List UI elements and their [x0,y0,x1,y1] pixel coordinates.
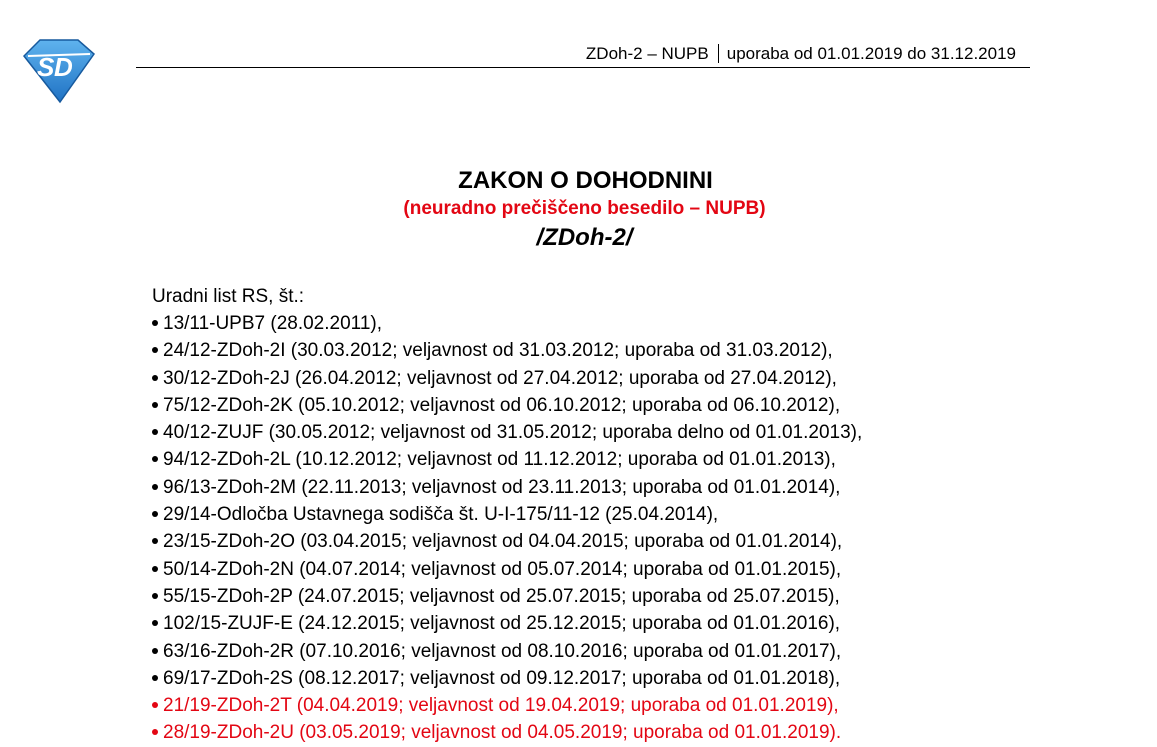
svg-text:D: D [54,52,73,82]
gazette-entry-text: 13/11-UPB7 (28.02.2011), [163,313,382,334]
gazette-entry-text: 55/15-ZDoh-2P (24.07.2015; veljavnost od 25.07.2015; uporaba od 25.07.2015), [163,585,840,607]
gazette-entry-text: 96/13-ZDoh-2M (22.11.2013; veljavnost od 23.11.2013; uporaba od 01.01.2014), [163,476,841,498]
bullet-icon [152,347,158,353]
gazette-entry [152,692,862,719]
gazette-entry [152,419,862,446]
header-doc-code: ZDoh-2 – NUPB [585,44,709,63]
bullet-icon [152,484,158,490]
bullet-icon [152,429,158,435]
document-abbreviation: /ZDoh-2/ [536,224,633,251]
gazette-entries-list [152,310,862,747]
gazette-entry [152,392,862,419]
bullet-icon [152,702,158,708]
bullet-icon [152,538,158,544]
bullet-icon [152,402,158,408]
svg-text:S: S [37,52,55,82]
bullet-icon [152,729,158,735]
header-validity: uporaba od 01.01.2019 do 31.12.2019 [726,44,1016,63]
sd-shield-logo-icon [20,38,96,104]
document-subtitle: (neuradno prečiščeno besedilo – NUPB) [403,198,766,219]
page-header [136,40,1030,68]
gazette-entry-text: 24/12-ZDoh-2I (30.03.2012; veljavnost od 31.03.2012; uporaba od 31.03.2012), [163,340,833,362]
gazette-entry-text: 94/12-ZDoh-2L (10.12.2012; veljavnost od 11.12.2012; uporaba od 01.01.2013), [163,449,836,471]
gazette-entry-text: 29/14-Odločba Ustavnega sodišča št. U-I-175/11-12 (25.04.2014), [163,504,719,526]
bullet-icon [152,566,158,572]
gazette-entry [152,583,862,610]
bullet-icon [152,648,158,654]
gazette-entry [152,446,862,473]
gazette-entry-text: 102/15-ZUJF-E (24.12.2015; veljavnost od 25.12.2015; uporaba od 01.01.2016), [163,613,841,635]
bullet-icon [152,511,158,517]
gazette-entry-text: 50/14-ZDoh-2N (04.07.2014; veljavnost od 05.07.2014; uporaba od 01.01.2015), [163,558,842,580]
bullet-icon [152,375,158,381]
gazette-entry [152,610,862,637]
gazette-label: Uradni list RS, št.: [152,286,305,307]
gazette-entry-text: 75/12-ZDoh-2K (05.10.2012; veljavnost od 06.10.2012; uporaba od 06.10.2012), [163,394,841,416]
bullet-icon [152,620,158,626]
gazette-entry [152,665,862,692]
gazette-entry [152,365,862,392]
gazette-entry [152,528,862,555]
header-separator [718,44,719,63]
gazette-entry [152,474,862,501]
header-text [586,44,1016,64]
document-title: ZAKON O DOHODNINI [458,167,713,194]
bullet-icon [152,593,158,599]
gazette-entry [152,310,862,337]
bullet-icon [152,456,158,462]
gazette-entry-text: 23/15-ZDoh-2O (03.04.2015; veljavnost od 04.04.2015; uporaba od 01.01.2014), [163,531,843,553]
bullet-icon [152,320,158,326]
gazette-entry [152,638,862,665]
gazette-entry [152,337,862,364]
gazette-section [152,283,862,747]
gazette-entry [152,501,862,528]
gazette-entry-text: 30/12-ZDoh-2J (26.04.2012; veljavnost od 27.04.2012; uporaba od 27.04.2012), [163,367,837,389]
gazette-entry-text: 63/16-ZDoh-2R (07.10.2016; veljavnost od 08.10.2016; uporaba od 01.01.2017), [163,640,842,662]
gazette-entry-text: 21/19-ZDoh-2T (04.04.2019; veljavnost od 19.04.2019; uporaba od 01.01.2019), [163,695,839,717]
gazette-entry-text: 40/12-ZUJF (30.05.2012; veljavnost od 31.05.2012; uporaba delno od 01.01.2013), [163,422,863,444]
bullet-icon [152,675,158,681]
gazette-entry-text: 69/17-ZDoh-2S (08.12.2017; veljavnost od 09.12.2017; uporaba od 01.01.2018), [163,667,841,689]
gazette-entry-text: 28/19-ZDoh-2U (03.05.2019; veljavnost od 04.05.2019; uporaba od 01.01.2019). [163,722,842,744]
gazette-entry [152,556,862,583]
title-block [0,166,1157,254]
